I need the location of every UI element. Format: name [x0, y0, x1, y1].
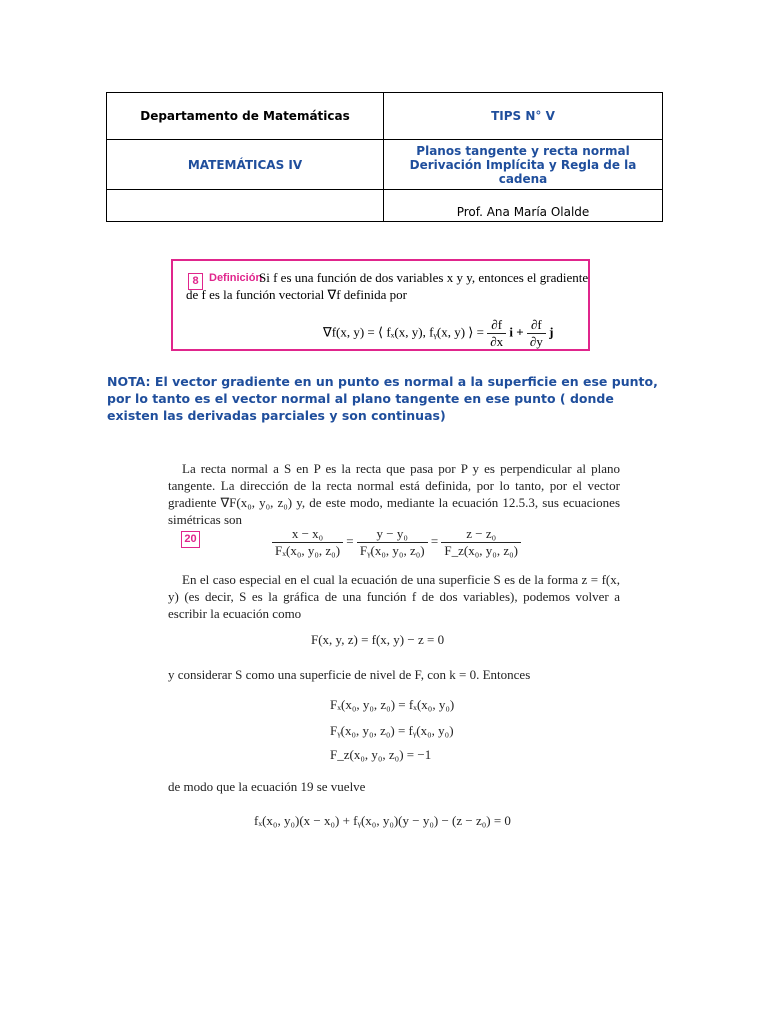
- gradient-formula: [323, 317, 553, 350]
- fraction-y: [357, 526, 428, 559]
- tangent-plane-equation: fₓ(x₀, y₀)(x − x₀) + fᵧ(x₀, y₀)(y − y₀) − (z − z₀) = 0: [254, 813, 511, 828]
- topic-line-2: Derivación Implícita y Regla de la cadena: [409, 157, 637, 186]
- fraction-x: [272, 526, 343, 559]
- level-surface-paragraph: y considerar S como una superficie de nivel de F, con k = 0. Entonces: [168, 667, 531, 682]
- fraction-numerator: y − y₀: [357, 526, 428, 543]
- fraction-denominator: Fₓ(x₀, y₀, z₀): [275, 543, 341, 558]
- definition-line-2: de f es la función vectorial ∇f definida por: [186, 287, 407, 302]
- fraction-z: [441, 526, 521, 559]
- fraction-denominator: F_z(x₀, y₀, z₀): [444, 543, 518, 558]
- empty-cell: [107, 190, 384, 222]
- tips-cell: TIPS N° V: [384, 93, 663, 140]
- course-cell: MATEMÁTICAS IV: [107, 140, 384, 190]
- definition-box: [171, 259, 590, 351]
- professor-cell: Prof. Ana María Olalde: [384, 190, 663, 222]
- unit-vector-j: j: [549, 324, 554, 340]
- unit-vector-i: i +: [509, 324, 524, 340]
- equation-number-20: 20: [181, 531, 200, 548]
- gradient-formula-lhs: ∇f(x, y) = ⟨ fₓ(x, y), fᵧ(x, y) ⟩ =: [323, 324, 484, 340]
- nota-paragraph: NOTA: El vector gradiente en un punto es normal a la superficie en ese punto, por lo tanto es el vector normal al plano tangente en ese punto ( donde existen las derivadas parciales y son continuas): [107, 374, 658, 423]
- fraction-numerator: ∂f: [487, 317, 506, 334]
- definition-line-1: Si f es una función de dos variables x y y, entonces el gradiente: [259, 270, 589, 285]
- fraction-denominator: Fᵧ(x₀, y₀, z₀): [359, 543, 425, 558]
- definition-label: Definición: [209, 272, 263, 284]
- department-cell: Departamento de Matemáticas: [107, 93, 384, 140]
- fraction-numerator: ∂f: [527, 317, 546, 334]
- equation-Fy: Fᵧ(x₀, y₀, z₀) = fᵧ(x₀, y₀): [330, 723, 454, 738]
- partial-x-fraction: [487, 317, 506, 350]
- equals-sign: =: [430, 533, 442, 549]
- topic-line-1: Planos tangente y recta normal: [416, 143, 630, 158]
- fraction-denominator: ∂x: [490, 334, 504, 349]
- equals-sign: =: [346, 533, 357, 549]
- equation-F: F(x, y, z) = f(x, y) − z = 0: [311, 632, 445, 647]
- definition-number: 8: [188, 273, 203, 290]
- equation-Fx: Fₓ(x₀, y₀, z₀) = fₓ(x₀, y₀): [330, 697, 455, 712]
- header-table: [106, 92, 663, 222]
- equation-Fz: F_z(x₀, y₀, z₀) = −1: [330, 747, 432, 762]
- symmetric-equations: [272, 526, 521, 559]
- equation-19-paragraph: de modo que la ecuación 19 se vuelve: [168, 779, 366, 794]
- fraction-numerator: z − z₀: [441, 526, 521, 543]
- special-case-paragraph: En el caso especial en el cual la ecuación de una superficie S es de la forma z = f(x, y) (es decir, S es la gráfica de una función f de dos variables), podemos volver a escribir la ecuación como: [168, 572, 620, 621]
- normal-line-paragraph: La recta normal a S en P es la recta que pasa por P y es perpendicular al plano tangente. La dirección de la recta normal está definida, por lo tanto, por el vector gradiente ∇F(x₀, y₀, z₀) y, de este modo, mediante la ecuación 12.5.3, sus ecuaciones simétricas son: [168, 461, 620, 527]
- partial-y-fraction: [527, 317, 546, 350]
- topic-cell: [384, 140, 663, 190]
- fraction-denominator: ∂y: [529, 334, 543, 349]
- fraction-numerator: x − x₀: [272, 526, 343, 543]
